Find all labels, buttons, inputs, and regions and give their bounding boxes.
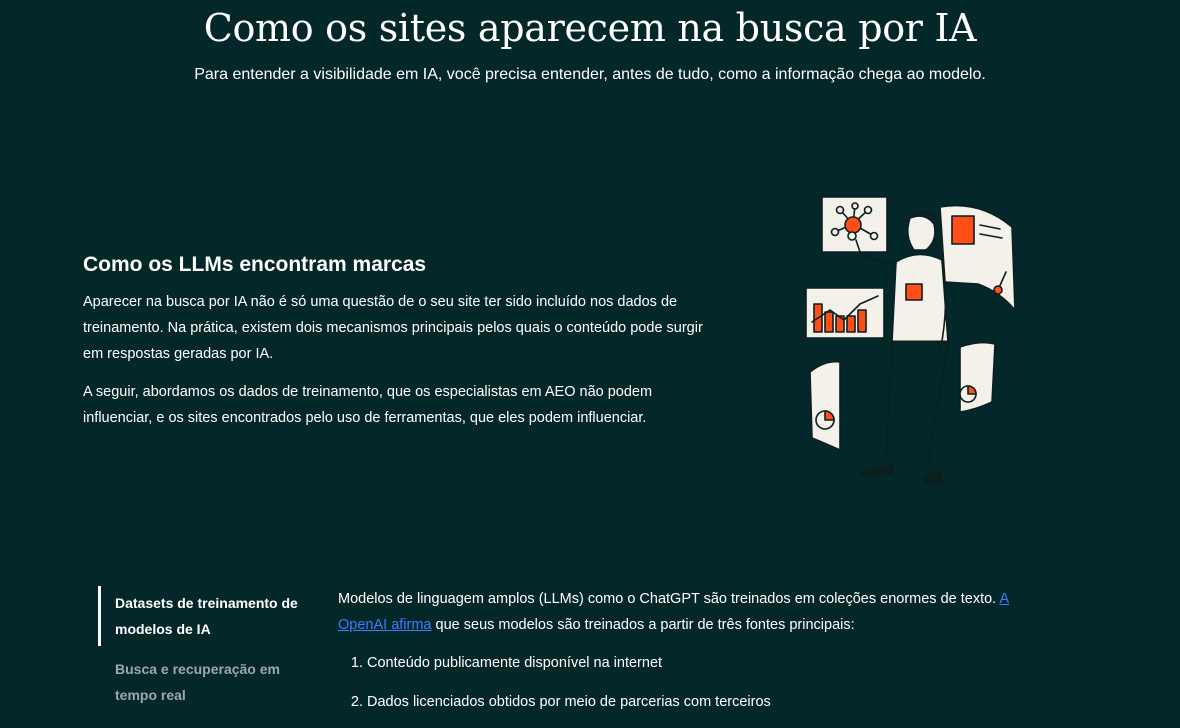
openai-link[interactable]: A OpenAI afirma [338, 591, 1010, 633]
content-intro [338, 586, 1038, 638]
content-intro-text-continued: que seus modelos são treinados a partir de três fontes principais: [431, 617, 855, 633]
content-intro-text: Modelos de linguagem amplos (LLMs) como o ChatGPT são treinados em coleções enormes de texto. [338, 591, 1000, 607]
list-item: 1. Conteúdo publicamente disponível na internet [367, 650, 1038, 676]
sidenav-item-training-datasets[interactable]: Datasets de treinamento de modelos de IA [98, 586, 308, 646]
section-paragraph-1: Aparecer na busca por IA não é só uma questão de o seu site ter sido incluído nos dados de treinamento. Na prática, existem dois mecanismos principais pelos quais o conteúdo pode surgir em respostas geradas por IA. [83, 294, 703, 362]
section-heading: Como os LLMs encontram marcas [83, 253, 427, 276]
person-with-data-panels-illustration [800, 192, 1030, 487]
sources-list [338, 650, 1038, 715]
llm-brands-section [83, 253, 723, 443]
list-item: 2. Dados licenciados obtidos por meio de parcerias com terceiros [367, 689, 1038, 715]
sidenav-item-realtime-search[interactable]: Busca e recuperação em tempo real [115, 661, 280, 703]
section-paragraph-2: A seguir, abordamos os dados de treinamento, que os especialistas em AEO não podem influenciar, e os sites encontrados pelo uso de ferramentas, que eles podem influenciar. [83, 384, 653, 426]
section-sidenav [98, 586, 308, 712]
training-data-content [338, 586, 1038, 728]
page-title: Como os sites aparecem na busca por IA [203, 6, 977, 50]
page-subtitle: Para entender a visibilidade em IA, você precisa entender, antes de tudo, como a informação chega ao modelo. [194, 66, 986, 83]
